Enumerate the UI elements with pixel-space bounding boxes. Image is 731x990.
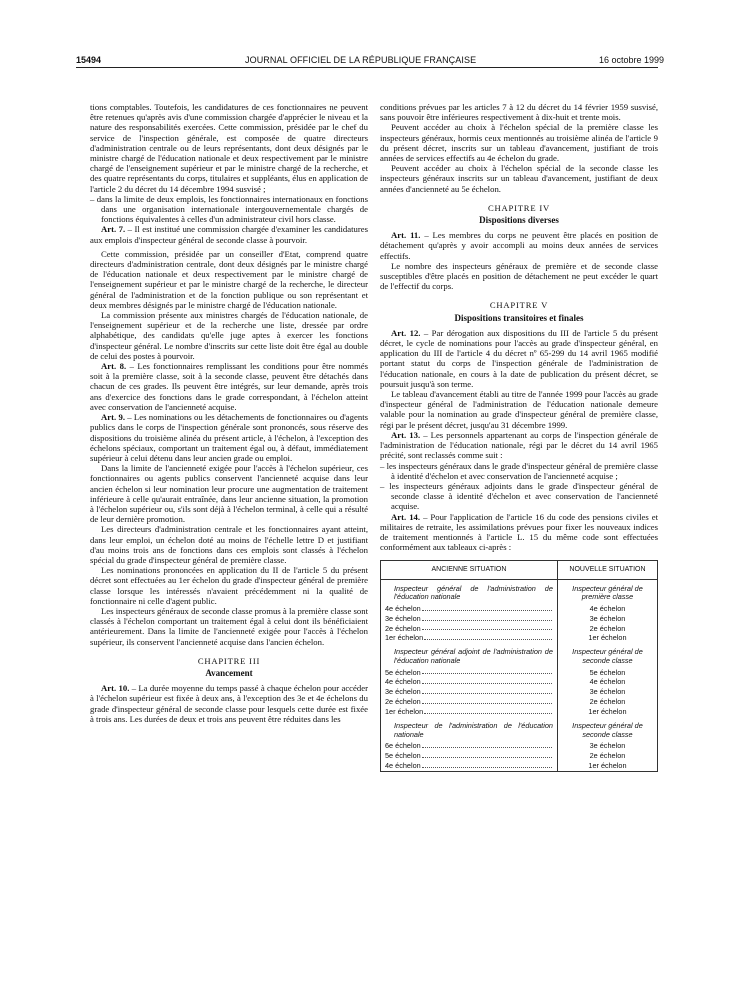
new-situation-cell: [557, 717, 657, 771]
leader-dots: [422, 604, 552, 611]
new-step: 1er échelon: [588, 633, 627, 643]
paragraph: Le tableau d'avancement établi au titre de l'année 1999 pour l'accès au grade d'inspecteur général de l'administration de l'éducation nationale demeure valable pour la nomination au grade d'inspecteur général de première classe, régi par le présent décret, jusqu'au 31 décembre 1999.: [380, 389, 658, 430]
old-step: 4e échelon: [385, 677, 421, 687]
article-text: – La durée moyenne du temps passé à chaque échelon pour accéder à l'échelon supérieur est fixée à deux ans, à l'exception des 3e et 4e échelons du grade d'inspecteur général de seconde classe pour lesquels cette durée est fixée à trois ans. Les durées de deux et trois ans peuvent être réduites dans les: [90, 683, 368, 724]
old-step: 3e échelon: [385, 613, 421, 623]
chapter-title: Avancement: [205, 667, 253, 678]
article-11: [380, 230, 658, 261]
leader-dots: [422, 614, 552, 621]
chapter-title: Dispositions transitoires et finales: [454, 312, 584, 323]
article-label: Art. 11.: [391, 230, 421, 241]
old-step: 5e échelon: [385, 667, 421, 677]
new-step: 4e échelon: [589, 677, 626, 687]
old-step: 5e échelon: [385, 751, 421, 761]
header-rule: [76, 67, 658, 68]
article-7: [90, 224, 368, 244]
leader-dots: [424, 707, 552, 714]
old-step-row: [385, 751, 553, 761]
table-group: [381, 717, 658, 771]
paragraph: La commission présente aux ministres chargés de l'éducation nationale, de l'enseignement supérieur et de la recherche une liste, dressée par ordre alphabétique, des candidats qu'elle juge aptes à exercer les fonctions d'inspecteur général. Le nombre d'inscrits sur cette liste doit être égal au double de celui des postes à pourvoir.: [90, 310, 368, 361]
table-group: [381, 579, 658, 643]
new-grade-label: Inspecteur général de première classe: [572, 583, 643, 602]
new-step: 2e échelon: [589, 697, 626, 707]
new-step: 2e échelon: [589, 623, 626, 633]
old-situation-cell: [381, 717, 558, 771]
article-text: – Pour l'application de l'article 16 du code des pensions civiles et militaires de retraite, les assimilations prévues pour fixer les nouveaux indices de traitement mentionnés à l'article L. 15 du même code sont effectuées conformément aux tableaux ci-après :: [380, 511, 658, 553]
page-header: [0, 0, 731, 66]
old-step-row: [385, 633, 553, 643]
new-grade-label: Inspecteur général de seconde classe: [572, 721, 643, 739]
old-grade-label: Inspecteur de l'administration de l'éducation nationale: [394, 721, 553, 739]
issue-date: 16 octobre 1999: [599, 55, 665, 65]
article-text: – Les fonctionnaires remplissant les conditions pour être nommés soit à la première classe, soit à la seconde classe, peuvent être détachés dans chacun de ces grades. Ils peuvent être intégrés, sur leur demande, après trois ans d'exercice des fonctions dans le grade correspondant, à l'échelon atteint avec conservation de l'ancienneté acquise.: [90, 361, 368, 412]
new-step: 3e échelon: [589, 687, 626, 697]
leader-dots: [422, 624, 552, 631]
right-column: [380, 102, 658, 772]
leader-dots: [422, 668, 552, 675]
leader-dots: [422, 751, 552, 758]
paragraph: Cette commission, présidée par un conseiller d'Etat, comprend quatre directeurs d'administration centrale, dont deux désignés par le ministre chargé de l'éducation nationale et deux respectivement par le ministre chargé de l'enseignement supérieur et par le ministre chargé de la recherche, le directeur général de l'administration et de la fonction publique ou son représentant et deux membres désignés par le ministre chargé de l'éducation nationale.: [90, 248, 368, 310]
chapter-heading: CHAPITRE III: [197, 655, 261, 666]
table-group: [381, 643, 658, 717]
old-step: 3e échelon: [385, 687, 421, 697]
old-step-row: [385, 741, 553, 751]
leader-dots: [422, 741, 552, 748]
chapter-heading: CHAPITRE IV: [487, 202, 551, 213]
old-situation-cell: [381, 579, 558, 643]
old-step-row: [385, 761, 553, 771]
old-step-row: [385, 677, 553, 687]
paragraph: Dans la limite de l'ancienneté exigée pour l'accès à l'échelon supérieur, ces fonctionnaires ou agents publics conservent l'ancienneté acquise dans leur ancien échelon si leur nomination leur procure une augmentation de traitement inférieure à celle qu'aurait entraînée, dans leur ancienne situation, la promotion à l'échelon supérieur ou, s'ils sont déjà à l'échelon terminal, à celle qui a résulté de leur dernière promotion.: [90, 463, 368, 525]
old-grade-label: Inspecteur général adjoint de l'administration de l'éducation nationale: [394, 647, 553, 665]
column-header-new: NOUVELLE SITUATION: [557, 561, 657, 579]
article-label: Art. 9.: [101, 412, 125, 423]
article-12: [380, 328, 658, 389]
leader-dots: [422, 761, 552, 768]
paragraph: Les directeurs d'administration centrale et les fonctionnaires ayant atteint, dans leur emploi, un échelon doté au moins de l'échelle lettre D et justifiant d'au moins trois ans de fonctions dans ces emplois sont classés à l'échelon spécial du grade d'inspecteur général de première classe.: [90, 524, 368, 565]
leader-dots: [424, 633, 552, 640]
old-step: 1er échelon: [385, 707, 424, 717]
left-column: [90, 102, 368, 724]
journal-title: JOURNAL OFFICIEL DE LA RÉPUBLIQUE FRANÇAISE: [245, 55, 477, 65]
new-step: 3e échelon: [589, 613, 626, 623]
assimilation-table: [380, 560, 658, 772]
article-label: Art. 10.: [101, 683, 130, 694]
new-situation-cell: [557, 643, 657, 717]
new-grade-label: Inspecteur général de seconde classe: [572, 647, 643, 665]
chapter-heading: CHAPITRE V: [489, 300, 549, 311]
old-step-row: [385, 707, 553, 717]
old-step: 2e échelon: [385, 623, 421, 633]
old-step-row: [385, 624, 553, 634]
old-step: 6e échelon: [385, 741, 421, 751]
leader-dots: [422, 677, 552, 684]
article-text: – Par dérogation aux dispositions du III de l'article 5 du présent décret, le cycle de nominations pour l'accès au grade d'inspecteur général, en application du III de l'article 4 du décret nº 65-299 du 14 avril 1965 modifié portant statut du corps de l'inspection générale de l'administration de l'éducation nationale, en cours à la date de publication du présent décret, se poursuit jusqu'à son terme.: [380, 327, 659, 389]
old-step: 4e échelon: [385, 603, 421, 613]
paragraph: Le nombre des inspecteurs généraux de première et de seconde classe susceptibles d'être placés en position de détachement ne peut excéder le quart de l'effectif du corps.: [380, 260, 658, 292]
page-number: 15494: [76, 55, 102, 65]
old-step: 2e échelon: [385, 697, 421, 707]
article-label: Art. 8.: [101, 361, 127, 372]
old-step: 1er échelon: [385, 633, 424, 643]
new-step: 5e échelon: [589, 667, 626, 677]
paragraph: conditions prévues par les articles 7 à 12 du décret du 14 février 1959 susvisé, sans pouvoir être inférieures respectivement à dix-huit et trente mois.: [380, 102, 658, 123]
old-step-row: [385, 697, 553, 707]
article-label: Art. 13.: [391, 429, 421, 440]
article-14: [380, 512, 658, 553]
new-step: 1er échelon: [588, 761, 627, 771]
old-step: 4e échelon: [385, 761, 421, 771]
list-item: – dans la limite de deux emplois, les fonctionnaires internationaux en fonctions dans une organisation internationale intergouvernementale chargés de fonctions équivalentes à celles d'un administrateur civil hors classe.: [90, 193, 368, 225]
table-body: [381, 579, 658, 771]
article-label: Art. 14.: [391, 511, 421, 522]
list-item: – les inspecteurs généraux adjoints dans le grade d'inspecteur général de seconde classe à identité d'échelon et avec conservation de l'ancienneté acquise.: [380, 480, 658, 512]
article-13: [380, 430, 658, 461]
column-header-old: ANCIENNE SITUATION: [381, 561, 558, 579]
chapter-title: Dispositions diverses: [479, 215, 559, 226]
new-step: 4e échelon: [589, 603, 626, 613]
leader-dots: [422, 697, 552, 704]
old-situation-cell: [381, 643, 558, 717]
paragraph: tions comptables. Toutefois, les candidatures de ces fonctionnaires ne peuvent être retenues qu'après avis d'une commission chargée d'apprécier le niveau et la nature des responsabilités exercées. Cette commission, présidée par le chef du service de l'inspection générale, est composée de quatre directeurs d'administration centrale ou de leurs représentants, dont deux désignés par le ministre chargé de l'éducation nationale et deux respectivement par le ministre chargé de l'enseignement supérieur et par le ministre chargé de la recherche, et des quatre représentants du corps, titulaires et suppléants, élus en application de l'article 2 du décret du 14 décembre 1994 susvisé ;: [90, 102, 368, 194]
old-grade-label: Inspecteur général de l'administration de l'éducation nationale: [394, 583, 553, 602]
article-text: – Les personnels appartenant au corps de l'inspection générale de l'administration de l'éducation nationale, régi par le décret du 14 avril 1965 précité, sont reclassés comme suit :: [380, 429, 658, 461]
old-step-row: [385, 687, 553, 697]
new-situation-cell: [557, 579, 657, 643]
article-label: Art. 7.: [101, 224, 126, 235]
article-9: [90, 412, 368, 463]
article-8: [90, 361, 368, 412]
leader-dots: [422, 687, 552, 694]
list-item: – les inspecteurs généraux dans le grade d'inspecteur général de première classe à identité d'échelon et avec conservation de l'ancienneté acquise ;: [380, 460, 658, 481]
article-label: Art. 12.: [391, 327, 421, 338]
article-text: – Les nominations ou les détachements de fonctionnaires ou d'agents publics dans le corps de l'inspection générale sont prononcés, sous réserve des dispositions du troisième alinéa du présent article, à l'échelon, à l'exception des échelons spéciaux, comportant un traitement égal ou, à défaut, immédiatement supérieur à celui détenu dans leur ancien grade ou emploi.: [90, 412, 368, 463]
article-text: – Les membres du corps ne peuvent être placés en position de détachement qu'après y avoir accompli au moins deux années de services effectifs.: [380, 230, 658, 261]
new-step: 3e échelon: [589, 741, 626, 751]
new-step: 2e échelon: [589, 751, 626, 761]
new-step: 1er échelon: [588, 707, 627, 717]
old-step-row: [385, 668, 553, 678]
old-step-row: [385, 604, 553, 614]
article-10: [90, 683, 368, 724]
paragraph: Peuvent accéder au choix à l'échelon spécial de la première classe les inspecteurs généraux, hormis ceux mentionnés au troisième alinéa de l'article 9 du présent décret, inscrits sur un tableau d'avancement, justifiant de trois années de services effectifs au 4e échelon du grade.: [380, 122, 658, 164]
old-step-row: [385, 614, 553, 624]
paragraph: Les nominations prononcées en application du II de l'article 5 du présent décret sont effectuées au 1er échelon du grade d'inspecteur général de première classe lorsque les intéressés n'avaient précédemment ni la qualité de fonctionnaire ni celle d'agent public.: [90, 565, 368, 606]
article-text: – Il est institué une commission chargée d'examiner les candidatures aux emplois d'inspecteur général de seconde classe à pourvoir.: [90, 224, 368, 245]
paragraph: Peuvent accéder au choix à l'échelon spécial de la seconde classe les inspecteurs généraux inscrits sur un tableau d'avancement, justifiant de deux années d'ancienneté au 5e échelon.: [380, 163, 658, 194]
paragraph: Les inspecteurs généraux de seconde classe promus à la première classe sont classés à l'échelon comportant un traitement égal à celui dont ils bénéficiaient antérieurement. Dans la limite de l'ancienneté exigée pour l'accès à l'échelon supérieur, ils conservent l'ancienneté acquise dans l'ancien échelon.: [90, 605, 368, 647]
